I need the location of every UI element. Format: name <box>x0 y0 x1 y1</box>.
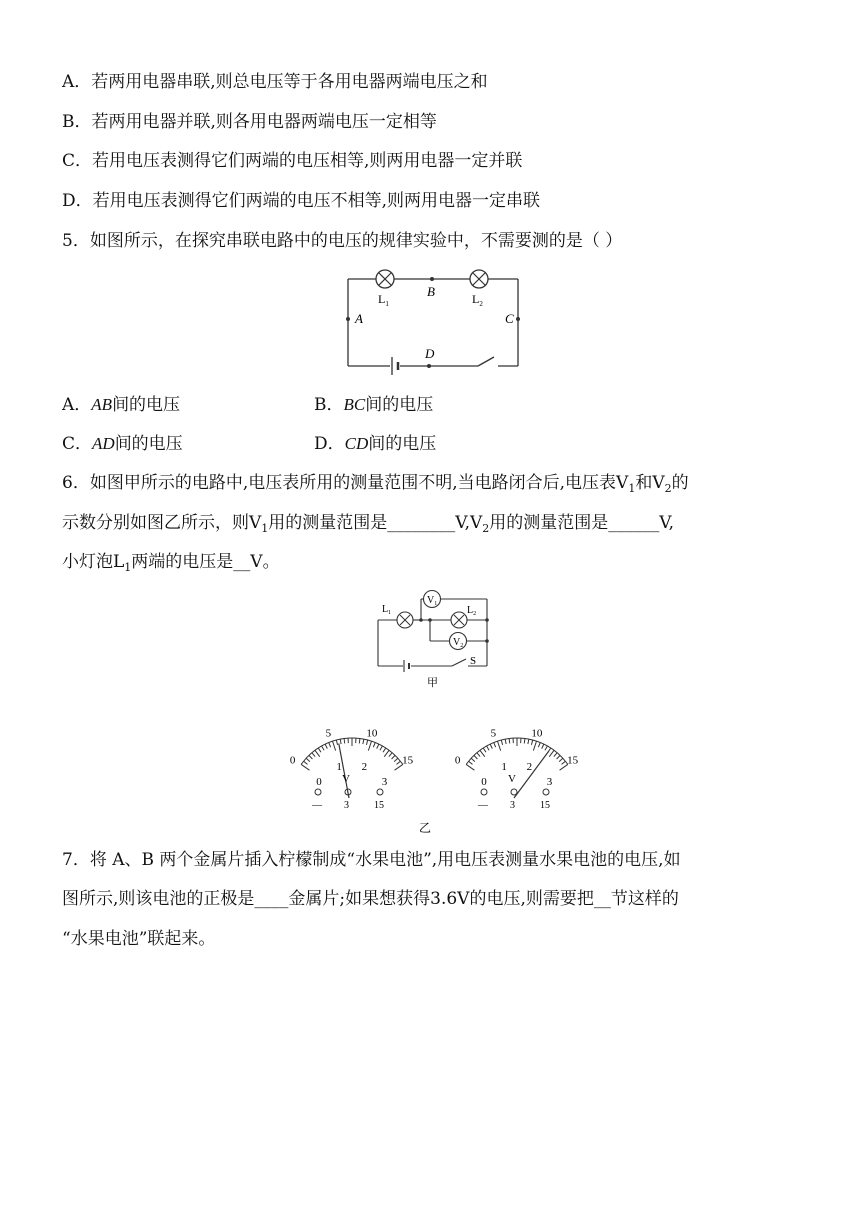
q5-option-c: C．AD间的电压 <box>62 434 183 454</box>
meter-tick <box>309 755 312 759</box>
meter-tick <box>490 744 492 749</box>
lamp-l2-icon <box>451 612 467 628</box>
q6-line-3: 小灯泡$L_1$两端的电压是__V。 <box>62 552 280 574</box>
svg-text:15: 15 <box>374 800 384 811</box>
q5-circuit-diagram <box>338 264 528 376</box>
meter-tick <box>509 739 510 744</box>
q7-line-3: “水果电池”联起来。 <box>62 929 216 949</box>
meter-tick <box>487 746 489 750</box>
q4-option-d: D．若用电压表测得它们两端的电压不相等,则两用电器一定串联 <box>62 191 541 211</box>
meter-tick <box>480 750 485 756</box>
meter-tick <box>471 758 475 761</box>
meter-tick <box>562 761 566 764</box>
svg-text:V1: $V_1$ <box>427 595 438 607</box>
q7-line-1: 7．将 A、B 两个金属片插入柠檬制成“水果电池”,用电压表测量水果电池的电压,如 <box>62 850 681 870</box>
meter-tick <box>315 750 320 756</box>
meter-tick <box>383 748 386 752</box>
meter-tick <box>474 755 477 759</box>
meter-tick <box>384 750 389 756</box>
meter-tick <box>538 743 540 748</box>
meter-tick <box>336 740 337 745</box>
meter-tick <box>322 746 324 750</box>
label-b: B <box>427 284 435 299</box>
meter-v2-unit: V <box>508 773 516 785</box>
svg-text:3: 3 <box>510 800 515 811</box>
meter-tick <box>380 746 382 750</box>
label-l1: $L_1$ <box>382 604 392 616</box>
meter-tick <box>497 741 500 750</box>
meter-tick <box>332 741 335 750</box>
meter-tick <box>557 755 560 759</box>
meter-tick <box>368 741 371 750</box>
meter-tick <box>528 739 529 744</box>
meter-v1-unit: V <box>342 773 350 785</box>
meter-outer-tick-label: 0 <box>454 754 461 767</box>
meter-tick <box>325 744 327 749</box>
meter-inner-tick-label: 2 <box>361 761 368 774</box>
meter-inner-tick-label: 0 <box>316 776 322 789</box>
meter-tick <box>366 740 367 745</box>
node-a <box>346 317 350 321</box>
label-d: D <box>425 346 435 361</box>
q5-option-d: D．CD间的电压 <box>314 434 437 454</box>
meter-tick <box>549 750 554 756</box>
meter-tick <box>392 755 395 759</box>
node-d <box>427 364 431 368</box>
meter-tick <box>329 743 331 748</box>
meter-tick <box>533 741 536 750</box>
meter-tick <box>559 758 563 761</box>
svg-text:V2: $V_2$ <box>453 637 464 649</box>
meter-outer-tick-label: 15 <box>567 754 579 767</box>
meter-tick <box>373 743 375 748</box>
meter-v2 <box>455 728 579 811</box>
meter-inner-tick-label: 1 <box>336 761 342 774</box>
meter-tick <box>301 764 309 770</box>
label-l1: $L_1$ <box>378 292 389 308</box>
node-b <box>430 277 434 281</box>
meter-inner-tick-label: 3 <box>546 776 553 789</box>
meter-tick <box>312 753 315 757</box>
meter-tick <box>483 748 486 752</box>
lamp-l2-icon <box>470 270 488 288</box>
meter-tick <box>389 753 392 757</box>
lamp-l1-icon <box>376 270 394 288</box>
q5-option-a: A．AB间的电压 <box>62 395 181 415</box>
meter-tick <box>542 744 544 749</box>
figure-yi-caption: 乙 <box>419 821 432 835</box>
meter-outer-tick-label: 5 <box>325 727 332 740</box>
meter-tick <box>494 743 496 748</box>
label-l2: $L_2$ <box>467 605 477 617</box>
q5-stem: 5．如图所示，在探究串联电路中的电压的规律实验中，不需要测的是（ ） <box>62 231 623 251</box>
q5-option-b: B．BC间的电压 <box>314 395 434 415</box>
meter-v1 <box>290 728 414 811</box>
meter-tick <box>397 761 401 764</box>
figure-jia-caption: 甲 <box>427 677 438 688</box>
meter-tick <box>505 739 506 744</box>
meter-outer-tick-label: 10 <box>531 727 543 740</box>
meter-tick <box>359 739 360 744</box>
voltmeter-v1-icon <box>424 591 441 608</box>
meter-tick <box>545 746 547 750</box>
meter-tick <box>344 739 345 744</box>
voltmeter-v2-icon <box>450 633 467 650</box>
meter-inner-tick-label: 1 <box>501 761 507 774</box>
meter-inner-tick-label: 2 <box>526 761 533 774</box>
meter-v2-terminals <box>477 789 550 811</box>
svg-text:—: — <box>312 800 322 811</box>
label-s: S <box>470 655 477 667</box>
q6-line-2: 示数分别如图乙所示，则$V_1$用的测量范围是$\_\_\_\_\_\_\_\_V,V_2$用的测量范围是______V, <box>62 513 674 535</box>
meter-tick <box>531 740 532 745</box>
lamp-l1-icon <box>397 612 413 628</box>
meter-tick <box>501 740 502 745</box>
meter-tick <box>477 753 480 757</box>
svg-text:—: — <box>478 800 488 811</box>
q6-meters-yi <box>262 700 602 840</box>
meter-outer-tick-label: 5 <box>490 727 497 740</box>
meter-tick <box>306 758 310 761</box>
meter-inner-tick-label: 3 <box>381 776 388 789</box>
meter-tick <box>524 739 525 744</box>
meter-outer-tick-label: 10 <box>366 727 378 740</box>
q4-option-a: A．若两用电器串联,则总电压等于各用电器两端电压之和 <box>62 72 488 92</box>
svg-text:15: 15 <box>540 800 550 811</box>
label-a: A <box>355 311 363 326</box>
meter-tick <box>466 764 474 770</box>
meter-tick <box>304 761 308 764</box>
meter-tick <box>363 739 364 744</box>
q4-option-b: B．若两用电器并联,则各用电器两端电压一定相等 <box>62 112 437 132</box>
q4-option-c: C．若用电压表测得它们两端的电压相等,则两用电器一定并联 <box>62 151 523 171</box>
meter-tick <box>340 739 341 744</box>
q6-circuit-jia <box>370 588 500 688</box>
label-c: C <box>505 311 514 326</box>
meter-tick <box>469 761 473 764</box>
meter-inner-tick-label: 0 <box>481 776 487 789</box>
meter-outer-tick-label: 0 <box>289 754 296 767</box>
meter-tick <box>394 758 398 761</box>
meter-tick <box>318 748 321 752</box>
q6-line-1: 6．如图甲所示的电路中,电压表所用的测量范围不明,当电路闭合后,电压表$V_1$和$V_2$的 <box>62 473 689 495</box>
label-l2: $L_2$ <box>472 292 483 308</box>
svg-text:3: 3 <box>344 800 349 811</box>
meter-tick <box>377 744 379 749</box>
node-c <box>516 317 520 321</box>
q7-line-2: 图所示,则该电池的正极是____金属片;如果想获得3.6V的电压,则需要把__节这样的 <box>62 889 679 909</box>
meter-outer-tick-label: 15 <box>402 754 414 767</box>
meter-tick <box>554 753 557 757</box>
